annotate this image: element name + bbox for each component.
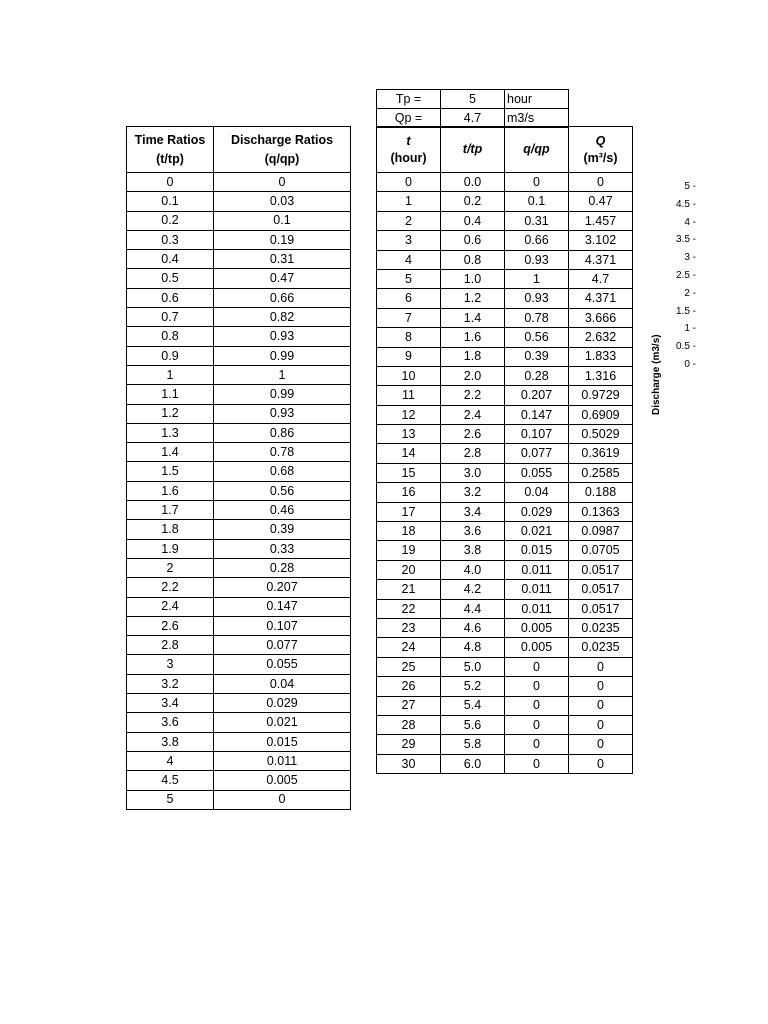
table-row [377, 250, 633, 269]
table-row [377, 599, 633, 618]
discharge-ratio-cell: 0.86 [214, 423, 351, 442]
table-row [377, 289, 633, 308]
discharge-cell: 0 [569, 735, 633, 754]
table-row [377, 618, 633, 637]
discharge-ratio-cell: 0.68 [214, 462, 351, 481]
q-qp-cell: 0 [505, 173, 569, 192]
q-qp-header: q/qp [505, 127, 569, 173]
t-tp-cell: 6.0 [441, 754, 505, 773]
discharge-ratio-cell: 0 [214, 173, 351, 192]
q-qp-cell: 0.78 [505, 308, 569, 327]
time-ratio-cell: 1.8 [127, 520, 214, 539]
time-hour-cell: 15 [377, 463, 441, 482]
q-qp-cell: 0.31 [505, 211, 569, 230]
t-tp-cell: 2.8 [441, 444, 505, 463]
table-row [127, 616, 351, 635]
y-tick-label: 4 - [684, 216, 696, 228]
time-hour-cell: 24 [377, 638, 441, 657]
parameter-table [376, 89, 569, 128]
parameter-value: 5 [441, 90, 505, 109]
time-hour-cell: 0 [377, 173, 441, 192]
time-ratio-cell: 1.7 [127, 501, 214, 520]
chart-y-axis-fragment [640, 178, 710, 415]
y-tick-label: 3.5 - [675, 234, 696, 246]
time-hour-cell: 23 [377, 618, 441, 637]
time-ratio-cell: 3 [127, 655, 214, 674]
q-qp-cell: 0.005 [505, 618, 569, 637]
time-ratio-cell: 4.5 [127, 771, 214, 790]
time-ratio-cell: 1.6 [127, 481, 214, 500]
table-row [127, 674, 351, 693]
table-row [127, 655, 351, 674]
time-hour-cell: 29 [377, 735, 441, 754]
time-hour-header: t (hour) [377, 127, 441, 173]
table-row [377, 502, 633, 521]
q-qp-cell: 0.005 [505, 638, 569, 657]
table-row [377, 541, 633, 560]
t-tp-cell: 1.0 [441, 269, 505, 288]
discharge-ratio-cell: 0.66 [214, 288, 351, 307]
table-row [127, 481, 351, 500]
time-ratio-cell: 2.4 [127, 597, 214, 616]
table-row [127, 790, 351, 809]
q-qp-cell: 0 [505, 657, 569, 676]
table-row [377, 386, 633, 405]
t-tp-cell: 2.0 [441, 366, 505, 385]
t-tp-cell: 3.0 [441, 463, 505, 482]
discharge-ratio-cell: 0.82 [214, 308, 351, 327]
table-row [127, 597, 351, 616]
discharge-ratio-cell: 0.31 [214, 250, 351, 269]
time-hour-cell: 3 [377, 231, 441, 250]
table-row [377, 425, 633, 444]
time-hour-cell: 8 [377, 328, 441, 347]
q-qp-cell: 0 [505, 715, 569, 734]
parameter-label: Qp = [377, 109, 441, 128]
time-ratio-cell: 0 [127, 173, 214, 192]
parameter-row [377, 90, 569, 109]
time-ratio-cell: 5 [127, 790, 214, 809]
t-tp-cell: 2.4 [441, 405, 505, 424]
table-row [127, 404, 351, 423]
table-row [127, 501, 351, 520]
t-tp-cell: 0.4 [441, 211, 505, 230]
table-row [377, 715, 633, 734]
t-tp-cell: 1.8 [441, 347, 505, 366]
table-row [377, 483, 633, 502]
y-tick-label: 2 - [684, 287, 696, 299]
time-hour-cell: 4 [377, 250, 441, 269]
q-qp-cell: 0.1 [505, 192, 569, 211]
table-row [127, 713, 351, 732]
table-row [377, 522, 633, 541]
q-qp-cell: 0.011 [505, 560, 569, 579]
discharge-cell: 0 [569, 173, 633, 192]
t-tp-cell: 3.4 [441, 502, 505, 521]
discharge-ratio-cell: 0.39 [214, 520, 351, 539]
t-tp-cell: 4.2 [441, 580, 505, 599]
discharge-cell: 1.316 [569, 366, 633, 385]
time-ratio-cell: 0.8 [127, 327, 214, 346]
t-tp-cell: 4.0 [441, 560, 505, 579]
time-ratio-cell: 2.8 [127, 636, 214, 655]
time-hour-cell: 12 [377, 405, 441, 424]
q-qp-cell: 0 [505, 735, 569, 754]
table-row [377, 211, 633, 230]
parameter-unit: m3/s [505, 109, 569, 128]
t-tp-cell: 1.2 [441, 289, 505, 308]
time-ratio-cell: 0.6 [127, 288, 214, 307]
discharge-cell: 0.0987 [569, 522, 633, 541]
discharge-cell: 0.5029 [569, 425, 633, 444]
discharge-ratio-cell: 0.055 [214, 655, 351, 674]
discharge-cell: 0.0235 [569, 638, 633, 657]
table-row [127, 694, 351, 713]
discharge-ratio-cell: 0.005 [214, 771, 351, 790]
discharge-cell: 0 [569, 715, 633, 734]
q-qp-cell: 0.28 [505, 366, 569, 385]
table-row [377, 405, 633, 424]
table-row [127, 771, 351, 790]
discharge-cell: 3.666 [569, 308, 633, 327]
q-qp-cell: 0.66 [505, 231, 569, 250]
discharge-ratio-cell: 0.47 [214, 269, 351, 288]
t-tp-cell: 1.6 [441, 328, 505, 347]
discharge-ratio-cell: 0.46 [214, 501, 351, 520]
discharge-cell: 0 [569, 657, 633, 676]
time-ratio-cell: 0.1 [127, 192, 214, 211]
discharge-cell: 0.3619 [569, 444, 633, 463]
q-qp-cell: 0.029 [505, 502, 569, 521]
y-tick-label: 2.5 - [675, 270, 696, 281]
q-qp-cell: 0 [505, 677, 569, 696]
time-hour-cell: 5 [377, 269, 441, 288]
time-ratio-cell: 2 [127, 558, 214, 577]
t-tp-cell: 5.2 [441, 677, 505, 696]
discharge-cell: 4.371 [569, 289, 633, 308]
table-row [127, 327, 351, 346]
time-hour-cell: 20 [377, 560, 441, 579]
discharge-ratio-cell: 0.011 [214, 751, 351, 770]
t-tp-cell: 0.2 [441, 192, 505, 211]
table-row [127, 385, 351, 404]
time-ratio-cell: 0.2 [127, 211, 214, 230]
time-hour-cell: 26 [377, 677, 441, 696]
time-hour-cell: 21 [377, 580, 441, 599]
discharge-ratio-cell: 0.93 [214, 404, 351, 423]
time-hour-cell: 14 [377, 444, 441, 463]
parameter-value: 4.7 [441, 109, 505, 128]
time-hour-cell: 30 [377, 754, 441, 773]
table-row [127, 751, 351, 770]
discharge-ratio-cell: 0.78 [214, 443, 351, 462]
discharge-cell: 0.9729 [569, 386, 633, 405]
discharge-ratio-header: Discharge Ratios (q/qp) [214, 127, 351, 173]
time-ratio-cell: 0.4 [127, 250, 214, 269]
time-ratio-cell: 1.3 [127, 423, 214, 442]
discharge-ratio-cell: 0.021 [214, 713, 351, 732]
q-qp-cell: 0 [505, 754, 569, 773]
discharge-cell: 0.6909 [569, 405, 633, 424]
t-tp-cell: 4.6 [441, 618, 505, 637]
table-row [127, 732, 351, 751]
discharge-header: Q (m³/s) [569, 127, 633, 173]
q-qp-cell: 0.011 [505, 580, 569, 599]
table-row [127, 539, 351, 558]
t-tp-cell: 4.4 [441, 599, 505, 618]
discharge-ratio-cell: 0.029 [214, 694, 351, 713]
time-ratio-cell: 3.4 [127, 694, 214, 713]
time-ratio-cell: 1.5 [127, 462, 214, 481]
discharge-ratio-cell: 0.147 [214, 597, 351, 616]
q-qp-cell: 0.147 [505, 405, 569, 424]
table-row [127, 269, 351, 288]
time-hour-cell: 25 [377, 657, 441, 676]
table-row [127, 230, 351, 249]
table-row [127, 250, 351, 269]
discharge-ratio-cell: 0.04 [214, 674, 351, 693]
discharge-ratio-cell: 0.99 [214, 385, 351, 404]
t-tp-cell: 0.6 [441, 231, 505, 250]
time-hour-cell: 9 [377, 347, 441, 366]
discharge-cell: 0.0517 [569, 560, 633, 579]
y-tick-label: 1.5 - [675, 305, 696, 317]
q-qp-cell: 0 [505, 696, 569, 715]
table-row [127, 520, 351, 539]
time-ratio-cell: 2.6 [127, 616, 214, 635]
q-qp-cell: 1 [505, 269, 569, 288]
table-row [377, 308, 633, 327]
table-row [127, 462, 351, 481]
table-row [377, 444, 633, 463]
t-tp-cell: 5.8 [441, 735, 505, 754]
discharge-ratio-cell: 0.015 [214, 732, 351, 751]
y-tick-label: 0 - [684, 359, 696, 370]
table-row [377, 735, 633, 754]
q-qp-cell: 0.04 [505, 483, 569, 502]
discharge-ratio-cell: 0.99 [214, 346, 351, 365]
discharge-cell: 4.371 [569, 250, 633, 269]
time-hour-cell: 2 [377, 211, 441, 230]
time-ratio-cell: 1.4 [127, 443, 214, 462]
table-row [377, 754, 633, 773]
time-hour-cell: 27 [377, 696, 441, 715]
discharge-ratio-cell: 0.03 [214, 192, 351, 211]
time-ratio-header: Time Ratios (t/tp) [127, 127, 214, 173]
q-qp-cell: 0.107 [505, 425, 569, 444]
table-row [127, 211, 351, 230]
t-tp-cell: 2.6 [441, 425, 505, 444]
table-row [377, 347, 633, 366]
table-row [377, 463, 633, 482]
time-ratio-cell: 1.1 [127, 385, 214, 404]
discharge-ratio-cell: 0.207 [214, 578, 351, 597]
time-hour-cell: 22 [377, 599, 441, 618]
discharge-ratio-cell: 0.93 [214, 327, 351, 346]
discharge-ratio-cell: 0.28 [214, 558, 351, 577]
discharge-ratio-cell: 0.33 [214, 539, 351, 558]
y-tick-label: 0.5 - [675, 341, 696, 353]
ratio-header-row [127, 127, 351, 173]
time-hour-cell: 16 [377, 483, 441, 502]
y-axis-label: Discharge (m3/s) [651, 334, 662, 415]
time-ratio-cell: 1.2 [127, 404, 214, 423]
discharge-cell: 1.457 [569, 211, 633, 230]
discharge-ratio-cell: 0.077 [214, 636, 351, 655]
discharge-cell: 0 [569, 677, 633, 696]
discharge-cell: 0 [569, 754, 633, 773]
discharge-cell: 0.0235 [569, 618, 633, 637]
table-row [127, 173, 351, 192]
table-row [377, 657, 633, 676]
table-row [377, 560, 633, 579]
dimensionless-ratio-table [126, 126, 351, 810]
q-qp-cell: 0.011 [505, 599, 569, 618]
table-row [127, 308, 351, 327]
y-tick-label: 4.5 - [675, 198, 696, 210]
discharge-cell: 3.102 [569, 231, 633, 250]
time-hour-cell: 19 [377, 541, 441, 560]
time-hour-cell: 10 [377, 366, 441, 385]
time-ratio-cell: 0.9 [127, 346, 214, 365]
time-ratio-cell: 0.7 [127, 308, 214, 327]
q-qp-cell: 0.93 [505, 289, 569, 308]
table-row [377, 231, 633, 250]
q-qp-cell: 0.015 [505, 541, 569, 560]
parameter-unit: hour [505, 90, 569, 109]
table-row [377, 696, 633, 715]
q-qp-cell: 0.077 [505, 444, 569, 463]
time-ratio-cell: 4 [127, 751, 214, 770]
table-row [127, 346, 351, 365]
t-tp-cell: 0.8 [441, 250, 505, 269]
time-ratio-cell: 1 [127, 365, 214, 384]
y-tick-label: 5 - [684, 181, 696, 192]
t-tp-header: t/tp [441, 127, 505, 173]
table-row [377, 366, 633, 385]
q-qp-cell: 0.055 [505, 463, 569, 482]
time-hour-cell: 28 [377, 715, 441, 734]
t-tp-cell: 3.8 [441, 541, 505, 560]
t-tp-cell: 3.2 [441, 483, 505, 502]
table-row [377, 328, 633, 347]
table-row [377, 269, 633, 288]
table-row [127, 423, 351, 442]
table-row [377, 173, 633, 192]
time-ratio-cell: 3.8 [127, 732, 214, 751]
discharge-ratio-cell: 0 [214, 790, 351, 809]
time-ratio-cell: 3.2 [127, 674, 214, 693]
table-row [377, 638, 633, 657]
table-row [127, 558, 351, 577]
discharge-cell: 0.0705 [569, 541, 633, 560]
table-row [377, 580, 633, 599]
discharge-cell: 0.0517 [569, 599, 633, 618]
t-tp-cell: 3.6 [441, 522, 505, 541]
time-ratio-cell: 0.5 [127, 269, 214, 288]
discharge-ratio-cell: 0.1 [214, 211, 351, 230]
hydro-header-row [377, 127, 633, 173]
discharge-ratio-cell: 0.107 [214, 616, 351, 635]
table-row [127, 288, 351, 307]
time-hour-cell: 1 [377, 192, 441, 211]
time-hour-cell: 18 [377, 522, 441, 541]
table-row [127, 443, 351, 462]
y-tick-label: 3 - [684, 252, 696, 264]
parameter-row [377, 109, 569, 128]
unit-hydrograph-table [376, 126, 633, 774]
q-qp-cell: 0.39 [505, 347, 569, 366]
discharge-ratio-cell: 1 [214, 365, 351, 384]
time-hour-cell: 7 [377, 308, 441, 327]
discharge-cell: 0.47 [569, 192, 633, 211]
discharge-cell: 0.0517 [569, 580, 633, 599]
t-tp-cell: 0.0 [441, 173, 505, 192]
q-qp-cell: 0.021 [505, 522, 569, 541]
table-row [377, 677, 633, 696]
y-tick-label: 1 - [684, 323, 696, 335]
table-row [127, 192, 351, 211]
q-qp-cell: 0.207 [505, 386, 569, 405]
table-row [127, 636, 351, 655]
time-ratio-cell: 2.2 [127, 578, 214, 597]
t-tp-cell: 1.4 [441, 308, 505, 327]
table-row [127, 365, 351, 384]
time-ratio-cell: 3.6 [127, 713, 214, 732]
t-tp-cell: 5.0 [441, 657, 505, 676]
time-ratio-cell: 1.9 [127, 539, 214, 558]
table-row [127, 578, 351, 597]
discharge-cell: 0.188 [569, 483, 633, 502]
discharge-cell: 2.632 [569, 328, 633, 347]
q-qp-cell: 0.93 [505, 250, 569, 269]
discharge-cell: 1.833 [569, 347, 633, 366]
parameter-label: Tp = [377, 90, 441, 109]
discharge-cell: 4.7 [569, 269, 633, 288]
t-tp-cell: 2.2 [441, 386, 505, 405]
time-hour-cell: 17 [377, 502, 441, 521]
time-hour-cell: 13 [377, 425, 441, 444]
discharge-ratio-cell: 0.19 [214, 230, 351, 249]
t-tp-cell: 5.4 [441, 696, 505, 715]
time-hour-cell: 11 [377, 386, 441, 405]
discharge-cell: 0.2585 [569, 463, 633, 482]
time-hour-cell: 6 [377, 289, 441, 308]
t-tp-cell: 5.6 [441, 715, 505, 734]
time-ratio-cell: 0.3 [127, 230, 214, 249]
table-row [377, 192, 633, 211]
discharge-ratio-cell: 0.56 [214, 481, 351, 500]
discharge-cell: 0.1363 [569, 502, 633, 521]
t-tp-cell: 4.8 [441, 638, 505, 657]
discharge-cell: 0 [569, 696, 633, 715]
q-qp-cell: 0.56 [505, 328, 569, 347]
